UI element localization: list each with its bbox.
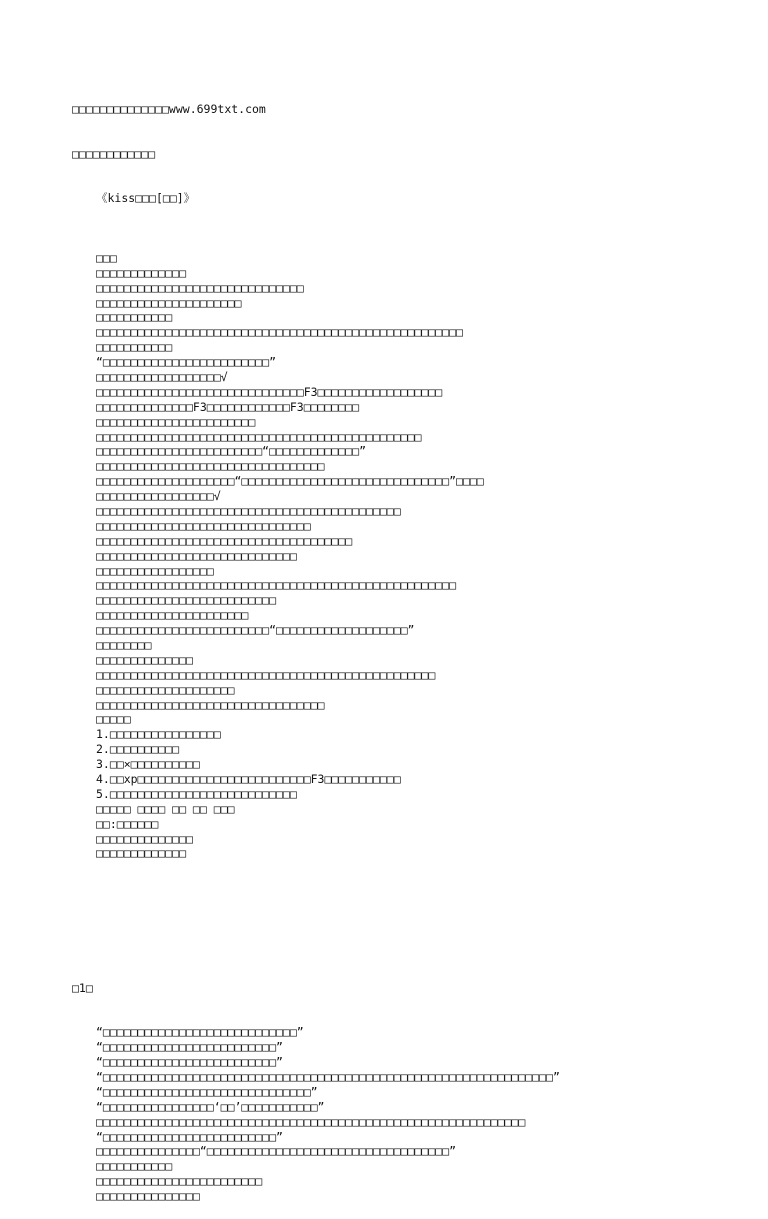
text-line: □□□ <box>96 250 117 265</box>
text-line: □□□□□□□□□□□□□□□□□□□□□□□□“□□□□□□□□□□□□□” <box>96 444 367 459</box>
text-line: □□□□□□□□□□□ <box>96 310 173 325</box>
text-line: 4.□□xp□□□□□□□□□□□□□□□□□□□□□□□□□F3□□□□□□□□□□□ <box>96 772 401 786</box>
section-gap <box>72 906 712 936</box>
text-line: □□□□□□□□□□□□□□□□□□□□□□□□□□□□□□□□□□□□□□□□□□□□ <box>96 503 401 518</box>
text-line: 2.□□□□□□□□□□ <box>96 742 180 757</box>
text-line: □□□□□□□□□□□□□□□□□□□□□□□□□□ <box>96 593 277 608</box>
text-line: 3.□□×□□□□□□□□□□ <box>96 757 200 772</box>
text-line: □□□□□□□□□□□□□□□□□□□□□□□□□“□□□□□□□□□□□□□□□□□□□” <box>96 623 415 638</box>
text-line: □□□□□□□□□□□□□□□□□√ <box>96 489 221 504</box>
text-line: □□□□□□□□□□□□□□ <box>96 831 193 846</box>
text-line: □□□□□□□□□□□□□ <box>96 265 187 280</box>
text-line: □□□□□□□□□□□□□□□□□ <box>96 563 214 578</box>
sub-line: □□□□□□□□□□□□ <box>72 146 156 161</box>
text-line: □□□□□□□□□□□□□□□ <box>96 1189 200 1204</box>
text-line: □□□□□□□□□□□□□□□□□□□□□□□□□□□□□□□ <box>96 518 311 533</box>
text-line: □□□□□□□□□□□□□□F3□□□□□□□□□□□□F3□□□□□□□□ <box>96 399 360 414</box>
text-line: □□□□□ □□□□ □□ □□ □□□ <box>96 801 235 816</box>
text-line: □□□□□□□□□□□□□□□□□□□□□□□□□□□□□□□□□□□□□□□□□□□□□□□□□□□□□□□□□□□□□□ <box>96 1114 526 1129</box>
text-line: “□□□□□□□□□□□□□□□□□□□□□□□□□□□□” <box>96 1025 304 1040</box>
text-line: “□□□□□□□□□□□□□□□□□□□□□□□□□□□□□□□□□□□□□□□□□□□□□□□□□□□□□□□□□□□□□□□□□” <box>96 1069 560 1084</box>
text-line: □□□□□□□□□□□□□□□□□□□□□□□□□□□□□ <box>96 548 297 563</box>
text-line: □□□□□□□□□□□□□□□□□□□□□□□□□□□□□□□□□□□□□□□□□□□□□□□□□ <box>96 667 436 682</box>
text-line: 5.□□□□□□□□□□□□□□□□□□□□□□□□□□□ <box>96 786 297 801</box>
book-title: 《kiss□□□[□□]》 <box>96 191 196 206</box>
text-line: □□□□□□□□□□□□□□□□□□□□□□□□□□□□□□□□□□□□□□□□□□□□□□□□□□□□ <box>96 578 457 593</box>
text-line: “□□□□□□□□□□□□□□□□‘□□’□□□□□□□□□□□” <box>96 1099 325 1114</box>
text-line: “□□□□□□□□□□□□□□□□□□□□□□□□□” <box>96 1040 283 1055</box>
text-line: □□□□□□□□□□□□□□□□□□□□□□□□□□□□□□ <box>96 280 304 295</box>
chapter-body <box>72 1025 712 1204</box>
text-line: □□□□□□□□ <box>96 637 152 652</box>
text-line: “□□□□□□□□□□□□□□□□□□□□□□□□□” <box>96 1129 283 1144</box>
text-line: □□□□□□□□□□□□□□□□□□□□□ <box>96 295 242 310</box>
text-line: □□□□□□□□□□□□□□ <box>96 652 193 667</box>
site-line: □□□□□□□□□□□□□□www.699txt.com <box>72 101 266 116</box>
text-line: □□□□□□□□□□□□□□□□□□□□“□□□□□□□□□□□□□□□□□□□□□□□□□□□□□□”□□□□ <box>96 474 484 489</box>
text-line: □□□□□□□□□□□□□□□□□□□□□□□□□□□□□□□□□□□□□□□□□□□□□□□□□□□□□ <box>96 325 463 340</box>
text-line: □□□□□□□□□□□□□□□□□□□□□□□□□□□□□□□□□ <box>96 697 325 712</box>
text-line: □□□□□□□□□□□□□ <box>96 846 187 861</box>
text-line: □□□□□□□□□□□ <box>96 1159 173 1174</box>
text-line: □□□□□□□□□□□ <box>96 340 173 355</box>
document-page <box>72 72 712 1219</box>
text-line: “□□□□□□□□□□□□□□□□□□□□□□□□□□□□□□” <box>96 1084 318 1099</box>
intro-section <box>72 251 712 862</box>
text-line: □□□□□□□□□□□□□□□□□□□□□□ <box>96 608 249 623</box>
text-line: □□□□□□□□□□□□□□□□□□□□ <box>96 682 235 697</box>
text-line: 1.□□□□□□□□□□□□□□□□ <box>96 727 221 742</box>
text-line: □□□□□□□□□□□□□□□□□□□□□□□□ <box>96 1174 263 1189</box>
text-line: □□□□□□□□□□□□□□□□□□□□□□□ <box>96 414 256 429</box>
text-line: “□□□□□□□□□□□□□□□□□□□□□□□□□” <box>96 1055 283 1070</box>
text-line: □□:□□□□□□ <box>96 816 159 831</box>
text-line: □□□□□□□□□□□□□□□□□□□□□□□□□□□□□□□□□ <box>96 459 325 474</box>
chapter-heading: □1□ <box>72 980 93 995</box>
text-line: “□□□□□□□□□□□□□□□□□□□□□□□□” <box>96 355 277 370</box>
text-line: □□□□□□□□□□□□□□□“□□□□□□□□□□□□□□□□□□□□□□□□□□□□□□□□□□□” <box>96 1144 457 1159</box>
text-line: □□□□□ <box>96 712 131 727</box>
text-line: □□□□□□□□□□□□□□□□□□□□□□□□□□□□□□F3□□□□□□□□□□□□□□□□□□ <box>96 384 443 399</box>
text-line: □□□□□□□□□□□□□□□□□□□□□□□□□□□□□□□□□□□□□ <box>96 533 353 548</box>
text-line: □□□□□□□□□□□□□□□□□□□□□□□□□□□□□□□□□□□□□□□□□□□□□□□ <box>96 429 422 444</box>
text-line: □□□□□□□□□□□□□□□□□□√ <box>96 369 228 384</box>
